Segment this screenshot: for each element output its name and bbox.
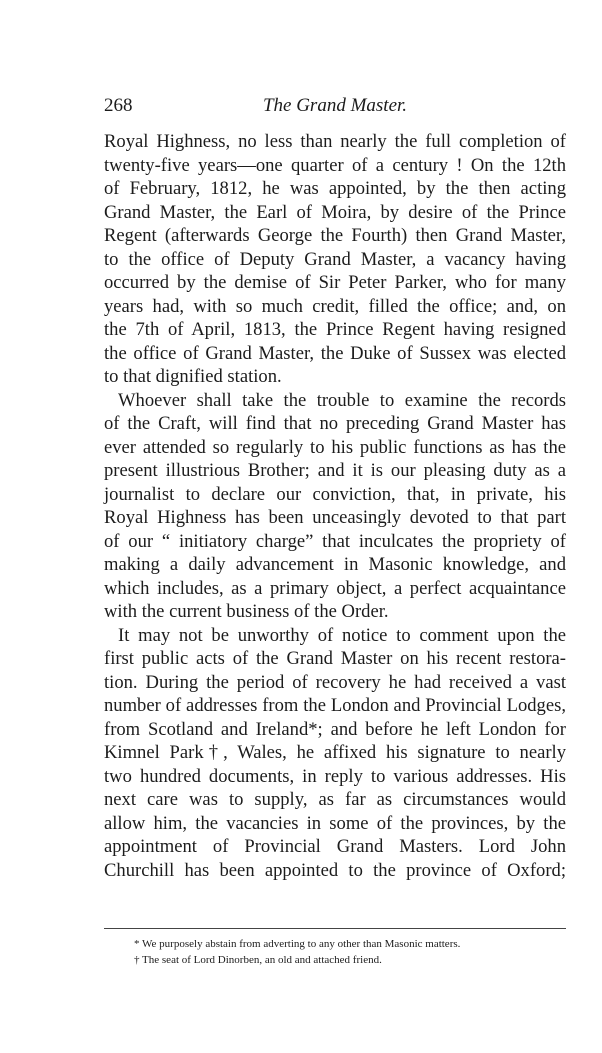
text-line: ever attended so regularly to his public functions as has the: [104, 436, 566, 458]
text-line: with the current business of the Order.: [104, 601, 389, 622]
text-line: to the office of Deputy Grand Master, a vacancy having: [104, 248, 566, 270]
footnotes: [134, 936, 566, 968]
text-line: first public acts of the Grand Master on his recent restora-: [104, 648, 566, 669]
text-line: the office of Grand Master, the Duke of Sussex was elected: [104, 342, 566, 364]
text-line: of our “ initiatory charge” that inculcates the propriety of: [104, 530, 566, 552]
paragraph: [104, 624, 566, 883]
text-line: number of addresses from the London and Provincial Lodges,: [104, 695, 566, 716]
text-line: Royal Highness has been unceasingly devoted to that part: [104, 507, 566, 528]
footnote-dagger: † The seat of Lord Dinorben, an old and attached friend.: [134, 954, 382, 966]
body-text: [104, 130, 566, 882]
text-line: occurred by the demise of Sir Peter Parker, who for many: [104, 272, 566, 293]
text-line: next care was to supply, as far as circumstances would: [104, 789, 566, 810]
text-line: years had, with so much credit, filled the office; and, on: [104, 295, 566, 317]
text-line: Whoever shall take the trouble to examine the records: [118, 389, 566, 411]
footnote-rule: [104, 928, 566, 929]
text-line: twenty-five years—one quarter of a century ! On the 12th: [104, 154, 566, 176]
text-line: of February, 1812, he was appointed, by the then acting: [104, 178, 566, 199]
text-line: Grand Master, the Earl of Moira, by desire of the Prince: [104, 201, 566, 223]
text-line: of the Craft, will find that no preceding Grand Master has: [104, 413, 566, 434]
text-line: Regent (afterwards George the Fourth) then Grand Master,: [104, 225, 566, 246]
text-line: Kimnel Park†, Wales, he affixed his signature to nearly: [104, 742, 566, 763]
text-line: tion. During the period of recovery he had received a vast: [104, 671, 566, 693]
text-line: allow him, the vacancies in some of the provinces, by the: [104, 812, 566, 834]
text-line: appointment of Provincial Grand Masters. Lord John: [104, 836, 566, 857]
running-title: The Grand Master.: [262, 95, 408, 116]
text-line: It may not be unworthy of notice to comment upon the: [118, 624, 566, 646]
text-line: two hundred documents, in reply to various addresses. His: [104, 765, 566, 787]
running-head: [104, 95, 566, 121]
paragraph: [104, 130, 566, 389]
text-line: from Scotland and Ireland*; and before he left London for: [104, 718, 566, 740]
text-line: Churchill has been appointed to the province of Oxford;: [104, 859, 566, 881]
text-line: making a daily advancement in Masonic knowledge, and: [104, 554, 566, 575]
page-number: 268: [104, 95, 133, 116]
text-line: journalist to declare our conviction, that, in private, his: [104, 483, 566, 505]
paragraph: [104, 389, 566, 624]
text-line: which includes, as a primary object, a perfect acquaintance: [104, 577, 566, 599]
text-line: Royal Highness, no less than nearly the full completion of: [104, 131, 566, 152]
footnote-asterisk: * We purposely abstain from adverting to any other than Masonic matters.: [134, 938, 461, 950]
text-line: the 7th of April, 1813, the Prince Regent having resigned: [104, 319, 566, 340]
text-line: to that dignified station.: [104, 366, 282, 387]
text-line: present illustrious Brother; and it is our pleasing duty as a: [104, 460, 566, 481]
